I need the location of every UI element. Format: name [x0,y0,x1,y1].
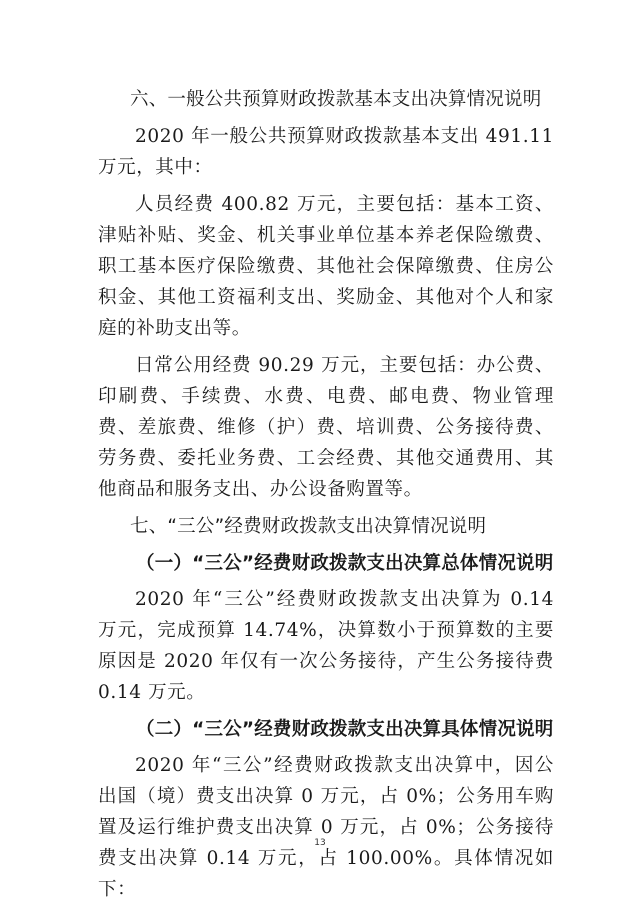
section-six-paragraph-public-funds: 日常公用经费 90.29 万元，主要包括：办公费、印刷费、手续费、水费、电费、邮电费、物业管理费、差旅费、维修（护）费、培训费、公务接待费、劳务费、委托业务费、工会经费、其他交通费用、其他商品和服务支出、办公设备购置等。 [98,355,554,500]
section-six-paragraph-total: 2020 年一般公共预算财政拨款基本支出 491.11 万元，其中： [98,126,554,178]
page-number: 13 [314,838,326,848]
section-seven-subheading-details: （二）“三公”经费财政拨款支出决算具体情况说明 [136,719,554,740]
section-seven-paragraph-details: 2020 年“三公”经费财政拨款支出决算中，因公出国（境）费支出决算 0 万元，占 0%；公务用车购置及运行维护费支出决算 0 万元，占 0%；公务接待费支出决算 0.14 万元，占 100.00%。具体情况如下： [98,755,554,900]
document-body [98,84,554,906]
section-six-paragraph-personnel: 人员经费 400.82 万元，主要包括：基本工资、津贴补贴、奖金、机关事业单位基本养老保险缴费、职工基本医疗保险缴费、其他社会保障缴费、住房公积金、其他工资福利支出、奖励金、其他对个人和家庭的补助支出等。 [98,194,554,339]
section-seven-heading: 七、“三公”经费财政拨款支出决算情况说明 [130,516,487,537]
section-seven-subheading-overall: （一）“三公”经费财政拨款支出决算总体情况说明 [136,553,554,574]
section-seven-paragraph-overall: 2020 年“三公”经费财政拨款支出决算为 0.14 万元，完成预算 14.74%，决算数小于预算数的主要原因是 2020 年仅有一次公务接待，产生公务接待费 0.14 万元。 [98,589,554,703]
section-six-heading: 六、一般公共预算财政拨款基本支出决算情况说明 [130,89,542,110]
